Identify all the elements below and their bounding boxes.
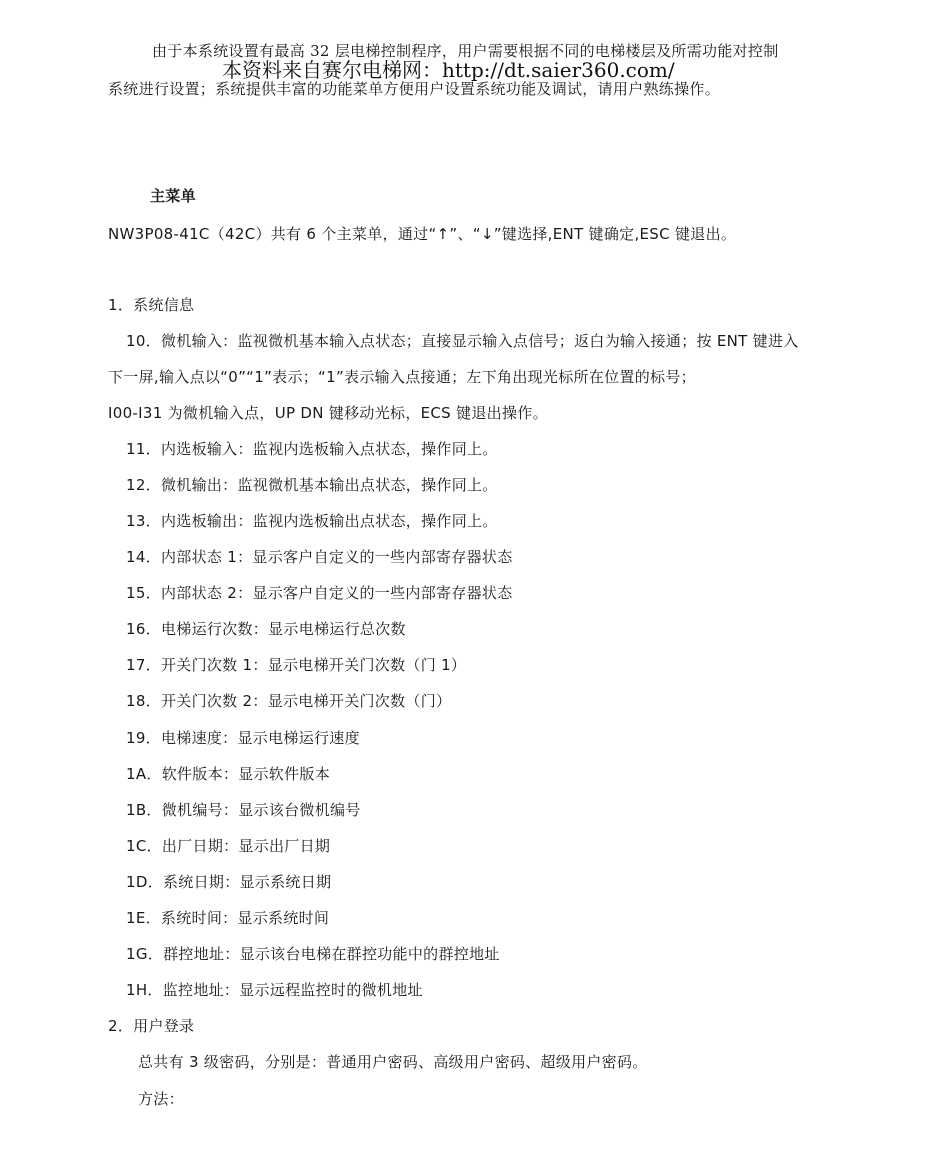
item-10-line-3: I00-I31 为微机输入点，UP DN 键移动光标，ECS 键退出操作。 (108, 404, 548, 422)
list-item: 15．内部状态 2：显示客户自定义的一些内部寄存器状态 (126, 584, 513, 602)
list-item: 1G．群控地址：显示该台电梯在群控功能中的群控地址 (126, 945, 500, 963)
main-menu-heading: 主菜单 (150, 187, 196, 205)
list-item: 19．电梯速度：显示电梯运行速度 (126, 729, 360, 747)
list-item: 1A．软件版本：显示软件版本 (126, 765, 331, 783)
list-item: 11．内选板输入：监视内选板输入点状态，操作同上。 (126, 440, 498, 458)
list-item: 17．开关门次数 1：显示电梯开关门次数（门 1） (126, 656, 467, 674)
section-2-line-1: 总共有 3 级密码，分别是：普通用户密码、高级用户密码、超级用户密码。 (138, 1053, 648, 1071)
list-item: 1D．系统日期：显示系统日期 (126, 873, 332, 891)
item-10-line-2: 下一屏,输入点以“0”“1”表示；“1”表示输入点接通；左下角出现光标所在位置的标号； (108, 368, 696, 386)
item-10-line-1: 10．微机输入：监视微机基本输入点状态；直接显示输入点信号；返白为输入接通；按 ENT 键进入 (126, 332, 799, 350)
watermark-text: 本资料来自赛尔电梯网：http://dt.saier360.com/ (222, 58, 675, 82)
list-item: 12．微机输出：监视微机基本输出点状态，操作同上。 (126, 476, 498, 494)
list-item: 18．开关门次数 2：显示电梯开关门次数（门） (126, 692, 452, 710)
list-item: 14．内部状态 1：显示客户自定义的一些内部寄存器状态 (126, 548, 513, 566)
list-item: 1C．出厂日期：显示出厂日期 (126, 837, 331, 855)
section-2-line-2: 方法： (138, 1090, 184, 1108)
intro-line-2: 系统进行设置；系统提供丰富的功能菜单方便用户设置系统功能及调试，请用户熟练操作。 (108, 80, 721, 98)
list-item: 1H．监控地址：显示远程监控时的微机地址 (126, 981, 423, 999)
list-item: 16．电梯运行次数：显示电梯运行总次数 (126, 620, 406, 638)
list-item: 13．内选板输出：监视内选板输出点状态，操作同上。 (126, 512, 498, 530)
intro-line-1: 由于本系统设置有最高 32 层电梯控制程序，用户需要根据不同的电梯楼层及所需功能对控制 (152, 42, 779, 60)
section-1-heading: 1．系统信息 (108, 296, 195, 314)
main-menu-description: NW3P08-41C（42C）共有 6 个主菜单，通过“↑”、“↓”键选择,ENT 键确定,ESC 键退出。 (108, 225, 737, 243)
list-item: 1B．微机编号：显示该台微机编号 (126, 801, 361, 819)
list-item: 1E．系统时间：显示系统时间 (126, 909, 330, 927)
section-2-heading: 2．用户登录 (108, 1017, 195, 1035)
